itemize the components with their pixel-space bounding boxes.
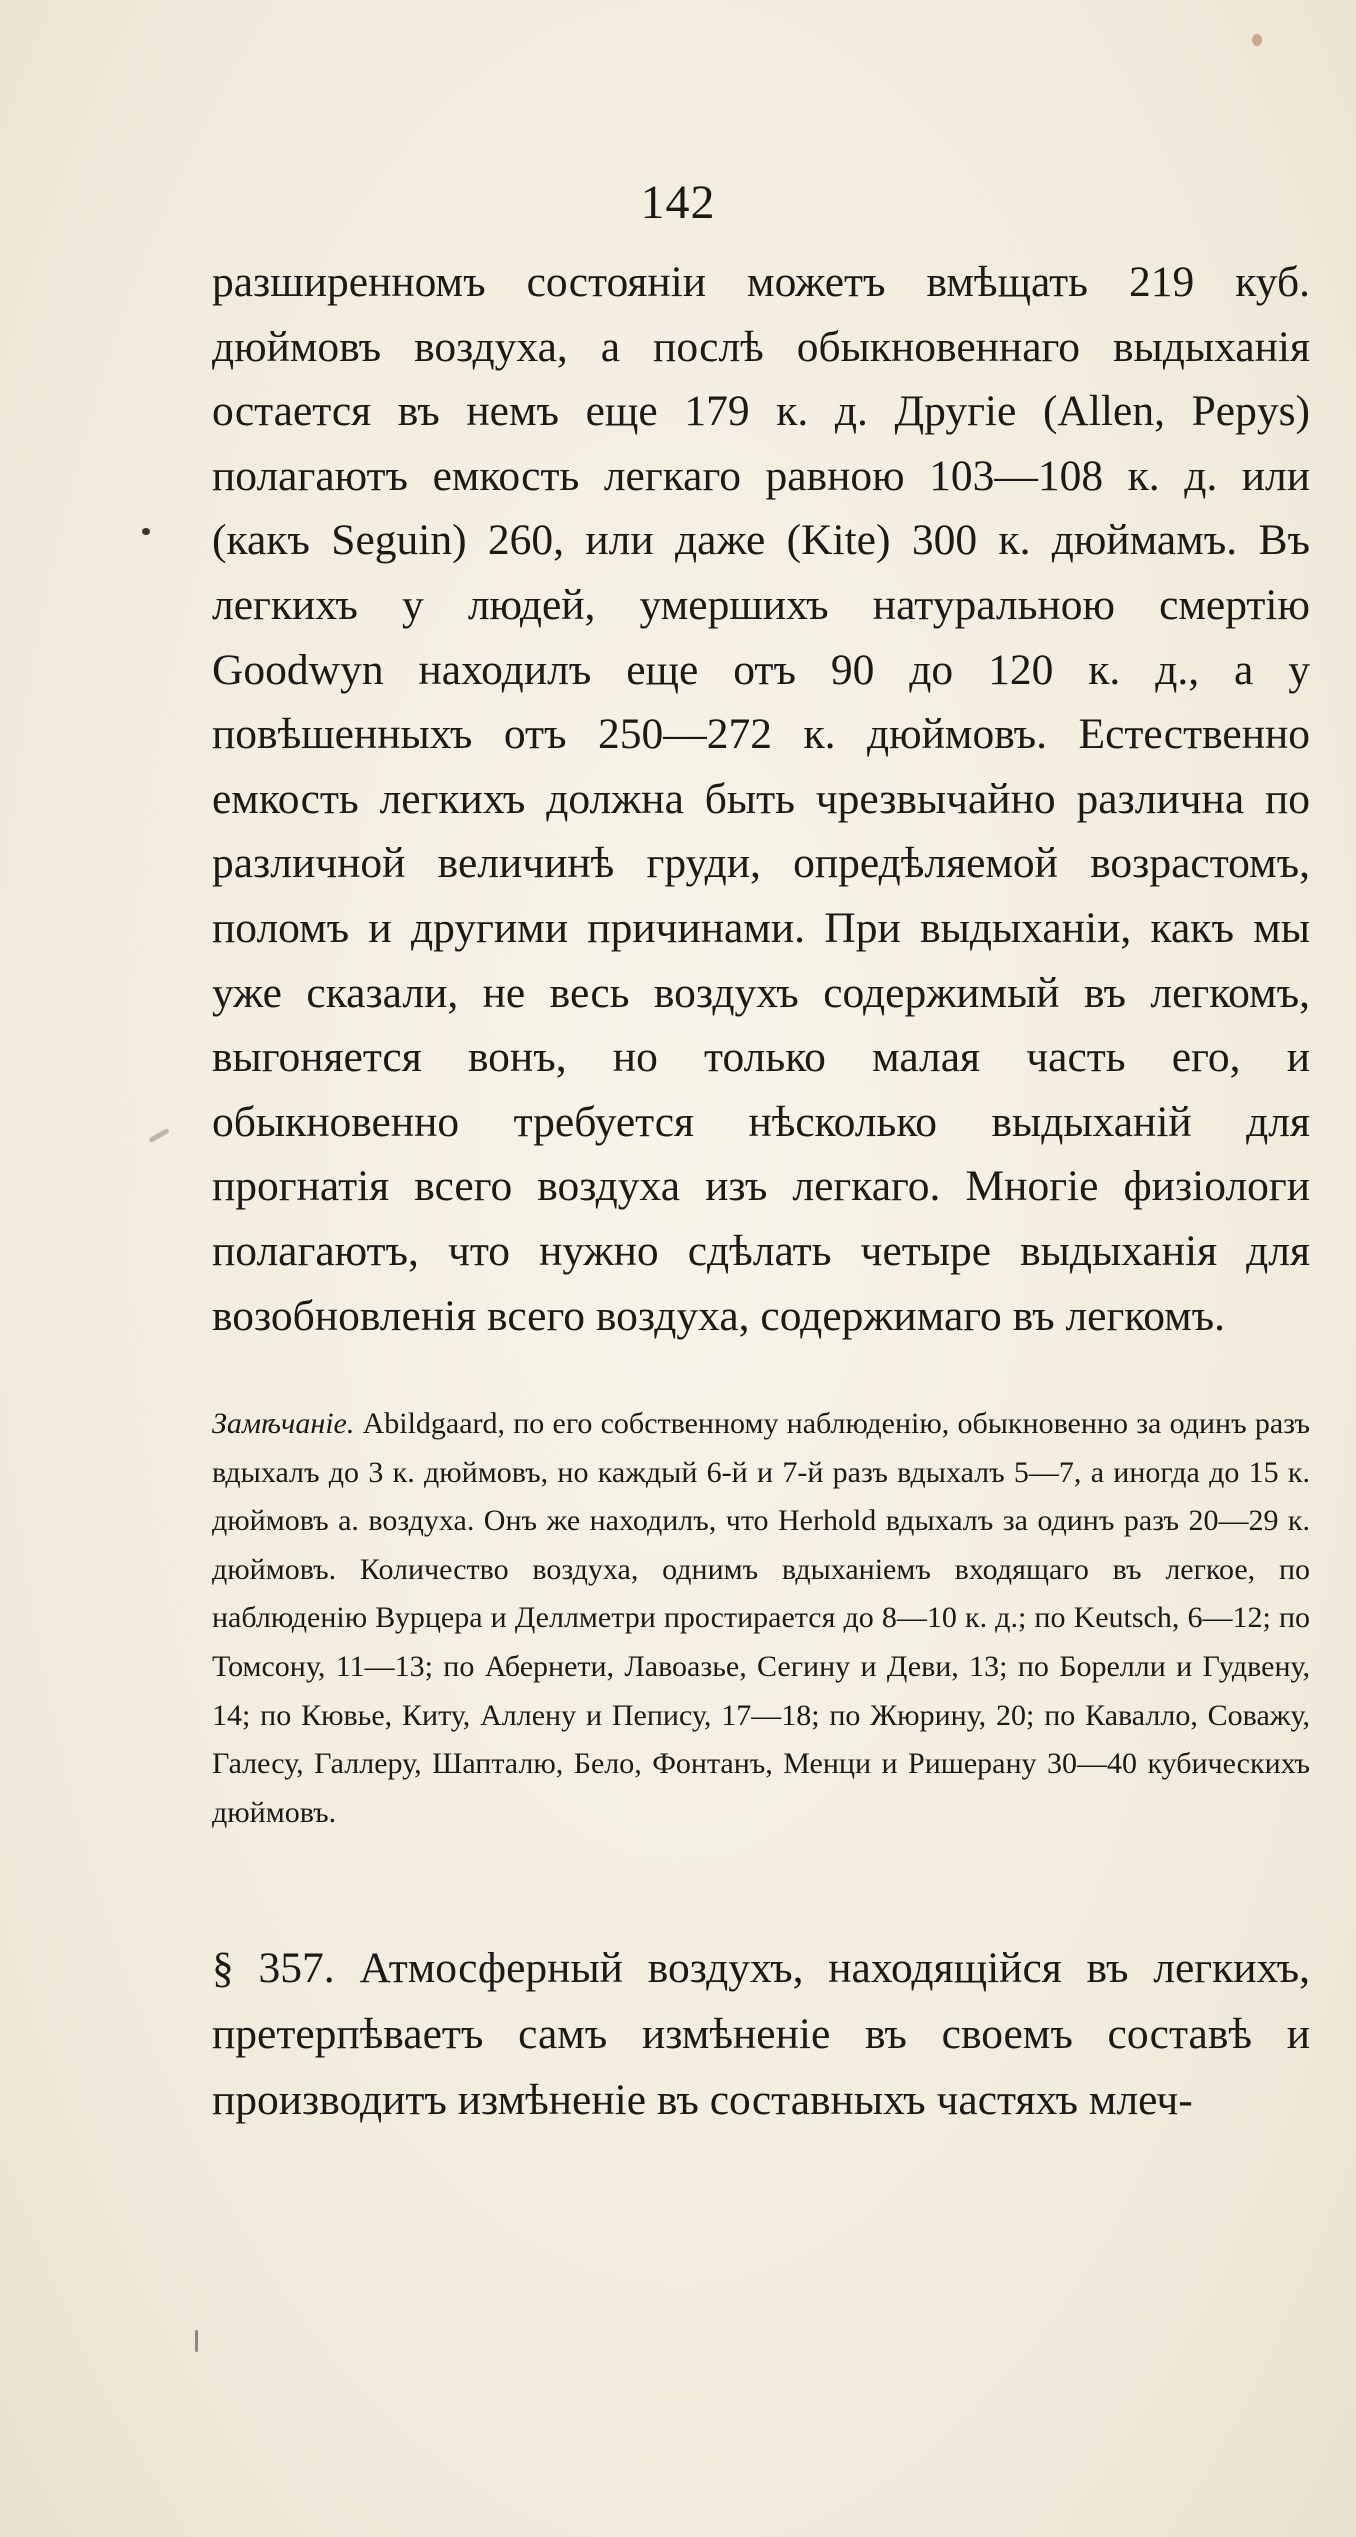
main-paragraph: разширенномъ состоянiи можетъ вмѣщать 219 куб. дюймовъ воздуха, а послѣ обыкновеннаго выдыханiя остается въ немъ еще 179 к. д. Другiе (Allen, Pepys) полагаютъ емкость легкаго равною 103—108 к. д. или (какъ Seguin) 260, или даже (Kite) 300 к. дюймамъ. Въ легкихъ у людей, умершихъ натуральною смертiю Goodwyn находилъ еще отъ 90 до 120 к. д., а у повѣшенныхъ отъ 250—272 к. дюймовъ. Естественно емкость легкихъ должна быть чрезвычайно различна по различной величинѣ груди, опредѣляемой возрастомъ, поломъ и другими причинами. При выдыханiи, какъ мы уже сказали, не весь воздухъ содержимый въ легкомъ, выгоняется вонъ, но только малая часть его, и обыкновенно требуется нѣсколько выдыханiй для прогнатiя всего воздуха изъ легкаго. Многiе физiологи полагаютъ, что нужно сдѣлать четыре выдыханiя для возобновленiя всего воздуха, содержимаго въ легкомъ. bbox=[212, 258, 1310, 1340]
note-text: Abildgaard, по его собственному наблюденiю, обыкновенно за одинъ разъ вдыхалъ до 3 к. дюймовъ, но каждый 6-й и 7-й разъ вдыхалъ 5—7, а иногда до 15 к. дюймовъ а. воздуха. Онъ же находилъ, что Herhold вдыхалъ за одинъ разъ 20—29 к. дюймовъ. Количество воздуха, однимъ вдыханiемъ входящаго въ легкое, по наблюденiю Вурцера и Деллметри простирается до 8—10 к. д.; по Keutsch, 6—12; по Томсону, 11—13; по Абернети, Лавоазье, Сегину и Деви, 13; по Борелли и Гудвену, 14; по Кювье, Киту, Аллену и Пепису, 17—18; по Жюрину, 20; по Кавалло, Соважу, Галесу, Галлеру, Шапталю, Бело, Фонтанъ, Менци и Ришерану 30—40 кубическихъ дюймовъ. bbox=[212, 1407, 1310, 1829]
ink-speck bbox=[142, 528, 150, 535]
ink-speck bbox=[148, 1128, 170, 1143]
main-text-block bbox=[212, 250, 1310, 1348]
page-number: 142 bbox=[640, 176, 716, 229]
section-text: Атмосферный воздухъ, находящiйся въ легкихъ, претерпѣваетъ самъ измѣненiе въ своемъ составѣ и производитъ измѣненiе въ составныхъ частяхъ млеч- bbox=[212, 1944, 1311, 2124]
note-block bbox=[212, 1400, 1310, 1837]
section-block bbox=[212, 1935, 1310, 2133]
note-label: Замѣчанiе. bbox=[212, 1407, 355, 1440]
ink-speck bbox=[195, 2330, 198, 2352]
section-number: § 357. bbox=[212, 1944, 335, 1992]
ink-speck bbox=[1252, 34, 1262, 46]
note-paragraph bbox=[212, 1400, 1310, 1837]
section-paragraph bbox=[212, 1935, 1310, 2133]
